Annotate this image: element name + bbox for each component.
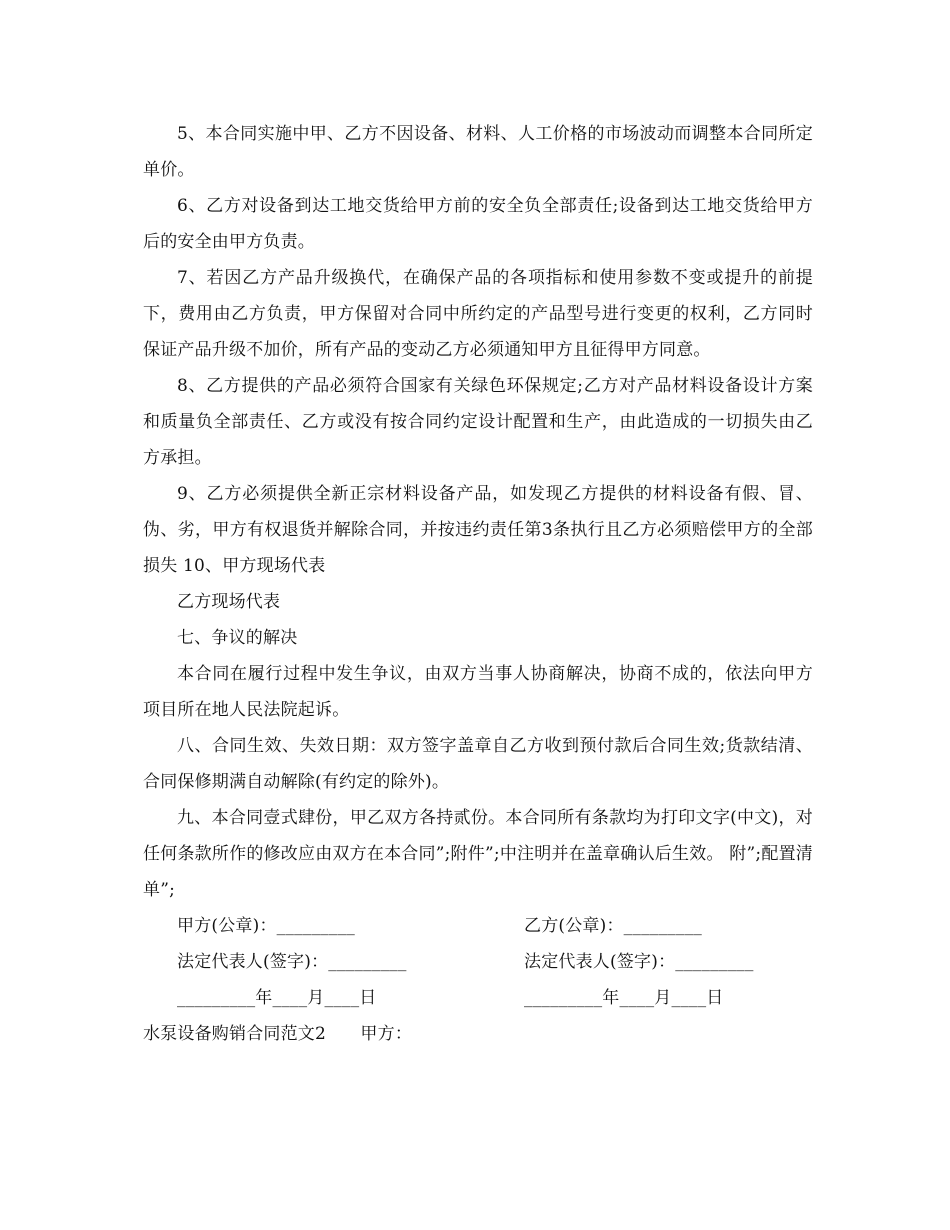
party-a-representative: 法定代表人(签字)：_________ — [177, 952, 407, 972]
party-b-representative: 法定代表人(签字)：_________ — [524, 952, 754, 972]
clause-6: 6、乙方对设备到达工地交货给甲方前的安全负全部责任;设备到达工地交货给甲方后的安全由甲方负责。 — [143, 196, 813, 252]
dispute-clause: 本合同在履行过程中发生争议，由双方当事人协商解决，协商不成的，依法向甲方项目所在地人民法院起诉。 — [143, 664, 813, 720]
effective-date-clause: 八、合同生效、失效日期：双方签字盖章自乙方收到预付款后合同生效;货款结清、合同保修期满自动解除(有约定的除外)。 — [143, 736, 813, 792]
copies-clause: 九、本合同壹式肆份，甲乙双方各持贰份。本合同所有条款均为打印文字(中文)，对任何条款所作的修改应由双方在本合同”;附件”;中注明并在盖章确认后生效。 附”;配置清单”; — [143, 808, 813, 900]
signature-row-representative — [143, 944, 813, 980]
document-body — [143, 116, 813, 1052]
party-b-date: _________年____月____日 — [524, 988, 724, 1008]
party-a-date: _________年____月____日 — [177, 988, 377, 1008]
clause-7: 7、若因乙方产品升级换代，在确保产品的各项指标和使用参数不变或提升的前提下，费用由乙方负责，甲方保留对合同中所约定的产品型号进行变更的权利，乙方同时保证产品升级不加价，所有产品的变动乙方必须通知甲方且征得甲方同意。 — [143, 268, 813, 360]
next-document-title: 水泵设备购销合同范文2 甲方： — [143, 1024, 413, 1044]
signature-row-seal — [143, 908, 813, 944]
section-heading-dispute: 七、争议的解决 — [177, 628, 298, 648]
party-b-site-rep: 乙方现场代表 — [177, 592, 281, 612]
party-b-seal: 乙方(公章)：_________ — [524, 916, 702, 936]
party-a-seal: 甲方(公章)：_________ — [177, 916, 355, 936]
clause-9: 9、乙方必须提供全新正宗材料设备产品，如发现乙方提供的材料设备有假、冒、伪、劣，甲方有权退货并解除合同，并按违约责任第3条执行且乙方必须赔偿甲方的全部损失 10、甲方现场代表 — [143, 484, 813, 576]
clause-8: 8、乙方提供的产品必须符合国家有关绿色环保规定;乙方对产品材料设备设计方案和质量负全部责任、乙方或没有按合同约定设计配置和生产，由此造成的一切损失由乙方承担。 — [143, 376, 813, 468]
clause-5: 5、本合同实施中甲、乙方不因设备、材料、人工价格的市场波动而调整本合同所定单价。 — [143, 124, 813, 180]
signature-row-date — [143, 980, 813, 1016]
